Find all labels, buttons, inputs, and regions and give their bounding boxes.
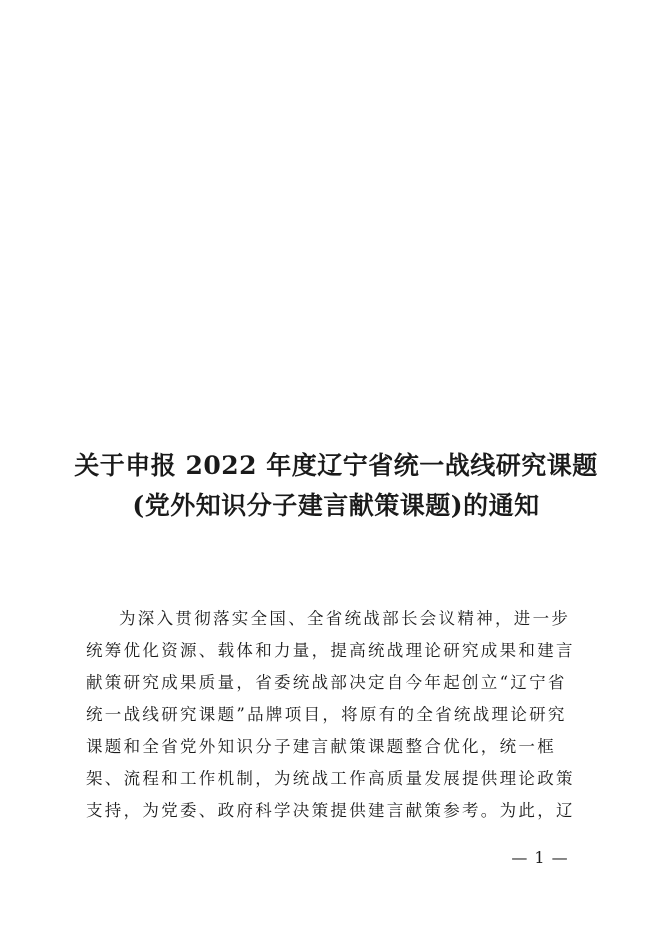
page-number: — 1 — [511, 848, 569, 867]
body-line: 架、流程和工作机制，为统战工作高质量发展提供理论政策 [86, 769, 575, 788]
body-line: 献策研究成果质量，省委统战部决定自今年起创立“辽宁省 [86, 673, 567, 692]
body-line: 课题和全省党外知识分子建言献策课题整合优化，统一框 [86, 737, 556, 756]
body-line: 统筹优化资源、载体和力量，提高统战理论研究成果和建言 [86, 641, 575, 660]
document-body [86, 603, 592, 827]
body-line: 统一战线研究课题”品牌项目，将原有的全省统战理论研究 [86, 705, 567, 724]
body-line: 支持，为党委、政府科学决策提供建言献策参考。为此，辽 [86, 801, 575, 820]
body-line: 为深入贯彻落实全国、全省统战部长会议精神，进一步 [119, 609, 571, 628]
document-title-line-1: 关于申报 2022 年度辽宁省统一战线研究课题 [74, 451, 598, 480]
document-title-line-2: (党外知识分子建言献策课题)的通知 [132, 491, 540, 520]
